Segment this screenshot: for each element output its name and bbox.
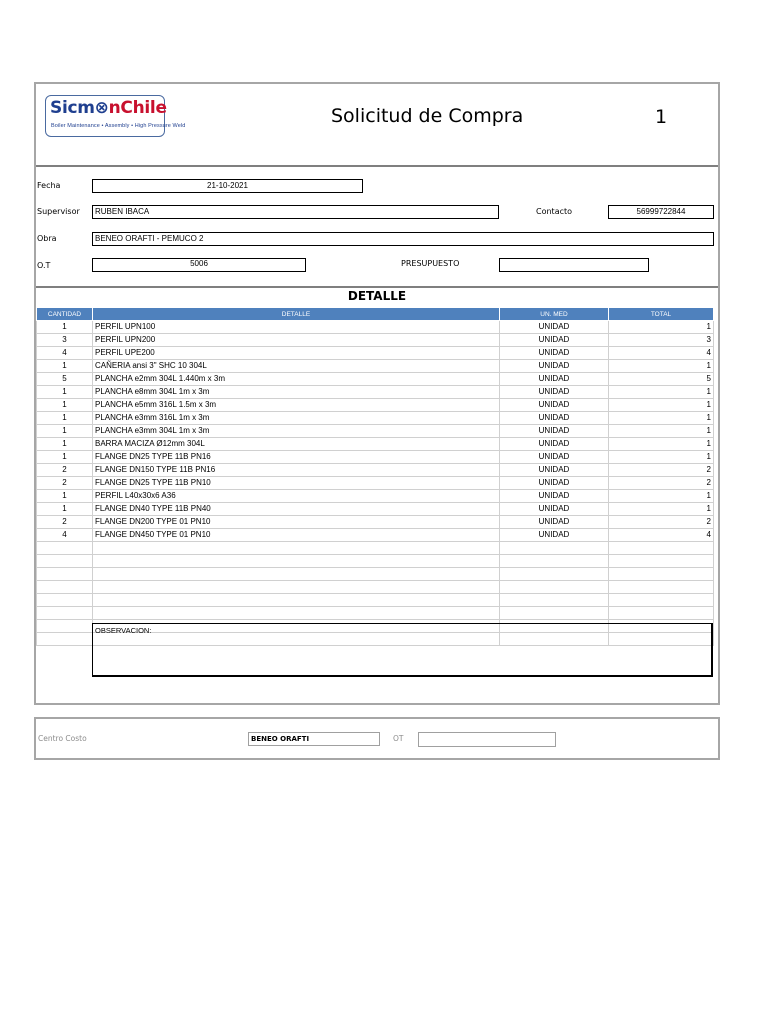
cantidad-cell (37, 633, 93, 646)
total-cell (609, 581, 714, 594)
detalle-cell (93, 555, 500, 568)
col-header-detalle: DETALLE (93, 308, 500, 321)
cantidad-cell: 1 (37, 490, 93, 503)
table-row (37, 477, 714, 490)
col-header-cantidad: CANTIDAD (37, 308, 93, 321)
total-cell (609, 568, 714, 581)
detalle-cell: FLANGE DN25 TYPE 11B PN10 (93, 477, 500, 490)
detalle-cell: PERFIL UPN100 (93, 321, 500, 334)
detalle-cell (93, 581, 500, 594)
contacto-field[interactable]: 56999722844 (608, 205, 714, 219)
un-med-cell: UNIDAD (500, 451, 609, 464)
cantidad-cell (37, 555, 93, 568)
detalle-cell: PLANCHA e8mm 304L 1m x 3m (93, 386, 500, 399)
total-cell: 1 (609, 503, 714, 516)
table-row (37, 503, 714, 516)
un-med-cell: UNIDAD (500, 347, 609, 360)
footer-ot-label: OT (393, 734, 404, 743)
table-row (37, 490, 714, 503)
cantidad-cell: 4 (37, 347, 93, 360)
table-row (37, 438, 714, 451)
total-cell: 1 (609, 399, 714, 412)
cantidad-cell (37, 620, 93, 633)
detalle-divider (36, 286, 718, 288)
ot-field[interactable]: 5006 (92, 258, 306, 272)
table-row (37, 347, 714, 360)
centro-costo-field[interactable]: BENEO ORAFTI (248, 732, 380, 746)
un-med-cell (500, 555, 609, 568)
total-cell: 2 (609, 516, 714, 529)
page-number: 1 (655, 106, 668, 128)
un-med-cell (500, 607, 609, 620)
table-row (37, 529, 714, 542)
company-logo (45, 95, 186, 137)
un-med-cell: UNIDAD (500, 399, 609, 412)
detalle-cell: CAÑERIA ansi 3" SHC 10 304L (93, 360, 500, 373)
cantidad-cell: 1 (37, 360, 93, 373)
total-cell: 3 (609, 334, 714, 347)
un-med-cell (500, 568, 609, 581)
total-cell: 2 (609, 464, 714, 477)
header-divider (36, 165, 718, 167)
total-cell: 1 (609, 386, 714, 399)
cantidad-cell: 1 (37, 399, 93, 412)
un-med-cell: UNIDAD (500, 386, 609, 399)
cantidad-cell: 2 (37, 464, 93, 477)
total-cell: 1 (609, 451, 714, 464)
cantidad-cell (37, 542, 93, 555)
detalle-cell (93, 607, 500, 620)
detalle-cell: FLANGE DN200 TYPE 01 PN10 (93, 516, 500, 529)
cantidad-cell: 3 (37, 334, 93, 347)
un-med-cell (500, 581, 609, 594)
gear-icon: ⊗ (94, 98, 109, 118)
table-row (37, 555, 714, 568)
un-med-cell (500, 594, 609, 607)
cantidad-cell: 2 (37, 516, 93, 529)
un-med-cell: UNIDAD (500, 412, 609, 425)
total-cell: 1 (609, 425, 714, 438)
col-header-total: TOTAL (609, 308, 714, 321)
table-row (37, 334, 714, 347)
table-row (37, 360, 714, 373)
table-row (37, 542, 714, 555)
total-cell (609, 594, 714, 607)
un-med-cell: UNIDAD (500, 321, 609, 334)
un-med-cell: UNIDAD (500, 360, 609, 373)
cantidad-cell: 1 (37, 386, 93, 399)
table-row (37, 607, 714, 620)
un-med-cell (500, 542, 609, 555)
total-cell: 4 (609, 529, 714, 542)
col-header-un-med: UN. MED (500, 308, 609, 321)
detalle-cell: FLANGE DN150 TYPE 11B PN16 (93, 464, 500, 477)
cantidad-cell (37, 581, 93, 594)
table-row (37, 321, 714, 334)
detalle-cell: PERFIL UPE200 (93, 347, 500, 360)
un-med-cell: UNIDAD (500, 464, 609, 477)
detalle-cell: PERFIL UPN200 (93, 334, 500, 347)
un-med-cell: UNIDAD (500, 503, 609, 516)
table-row (37, 412, 714, 425)
presupuesto-label: PRESUPUESTO (401, 259, 460, 268)
items-table (36, 307, 714, 646)
table-header-row (37, 308, 714, 321)
detalle-cell: PLANCHA e2mm 304L 1.440m x 3m (93, 373, 500, 386)
table-row (37, 594, 714, 607)
total-cell: 1 (609, 321, 714, 334)
cantidad-cell: 1 (37, 321, 93, 334)
un-med-cell: UNIDAD (500, 438, 609, 451)
contacto-label: Contacto (536, 207, 573, 216)
supervisor-label: Supervisor (37, 207, 80, 216)
cantidad-cell: 1 (37, 412, 93, 425)
cantidad-cell (37, 607, 93, 620)
cantidad-cell: 1 (37, 451, 93, 464)
centro-costo-label: Centro Costo (38, 734, 87, 743)
total-cell: 1 (609, 412, 714, 425)
page-title: Solicitud de Compra (331, 105, 524, 127)
total-cell (609, 607, 714, 620)
detalle-cell (93, 542, 500, 555)
table-row (37, 399, 714, 412)
detalle-cell: FLANGE DN25 TYPE 11B PN16 (93, 451, 500, 464)
observacion-label: OBSERVACION: (95, 626, 152, 635)
logo-wordmark: Sicm⊗nChile (50, 98, 167, 118)
observacion-box[interactable] (92, 623, 713, 677)
cantidad-cell (37, 568, 93, 581)
detalle-cell: PLANCHA e3mm 316L 1m x 3m (93, 412, 500, 425)
fecha-field[interactable]: 21-10-2021 (92, 179, 363, 193)
detalle-cell: BARRA MACIZA Ø12mm 304L (93, 438, 500, 451)
detalle-cell: PLANCHA e3mm 304L 1m x 3m (93, 425, 500, 438)
presupuesto-field[interactable] (499, 258, 649, 272)
table-row (37, 425, 714, 438)
footer-ot-field[interactable] (418, 732, 556, 747)
detalle-cell: PERFIL L40x30x6 A36 (93, 490, 500, 503)
total-cell (609, 555, 714, 568)
total-cell: 4 (609, 347, 714, 360)
total-cell: 5 (609, 373, 714, 386)
obra-field[interactable]: BENEO ORAFTI - PEMUCO 2 (92, 232, 714, 246)
ot-label: O.T (37, 261, 51, 270)
table-row (37, 581, 714, 594)
cantidad-cell: 5 (37, 373, 93, 386)
total-cell: 2 (609, 477, 714, 490)
total-cell: 1 (609, 490, 714, 503)
un-med-cell: UNIDAD (500, 477, 609, 490)
supervisor-field[interactable]: RUBEN IBACA (92, 205, 499, 219)
table-row (37, 386, 714, 399)
cantidad-cell: 2 (37, 477, 93, 490)
cantidad-cell: 1 (37, 503, 93, 516)
cantidad-cell: 1 (37, 425, 93, 438)
cantidad-cell (37, 594, 93, 607)
total-cell: 1 (609, 438, 714, 451)
table-row (37, 516, 714, 529)
cantidad-cell: 1 (37, 438, 93, 451)
un-med-cell: UNIDAD (500, 490, 609, 503)
table-row (37, 373, 714, 386)
un-med-cell: UNIDAD (500, 373, 609, 386)
un-med-cell: UNIDAD (500, 516, 609, 529)
un-med-cell: UNIDAD (500, 529, 609, 542)
logo-tagline: Boiler Maintenance • Assembly • High Pressure Weld (51, 123, 186, 129)
detalle-cell: FLANGE DN40 TYPE 11B PN40 (93, 503, 500, 516)
table-row (37, 568, 714, 581)
un-med-cell: UNIDAD (500, 334, 609, 347)
total-cell: 1 (609, 360, 714, 373)
fecha-label: Fecha (37, 181, 61, 190)
total-cell (609, 542, 714, 555)
table-row (37, 464, 714, 477)
cantidad-cell: 4 (37, 529, 93, 542)
detalle-title: DETALLE (347, 289, 407, 303)
table-row (37, 451, 714, 464)
detalle-cell (93, 568, 500, 581)
detalle-cell: PLANCHA e5mm 316L 1.5m x 3m (93, 399, 500, 412)
detalle-cell (93, 594, 500, 607)
un-med-cell: UNIDAD (500, 425, 609, 438)
obra-label: Obra (37, 234, 57, 243)
detalle-cell: FLANGE DN450 TYPE 01 PN10 (93, 529, 500, 542)
